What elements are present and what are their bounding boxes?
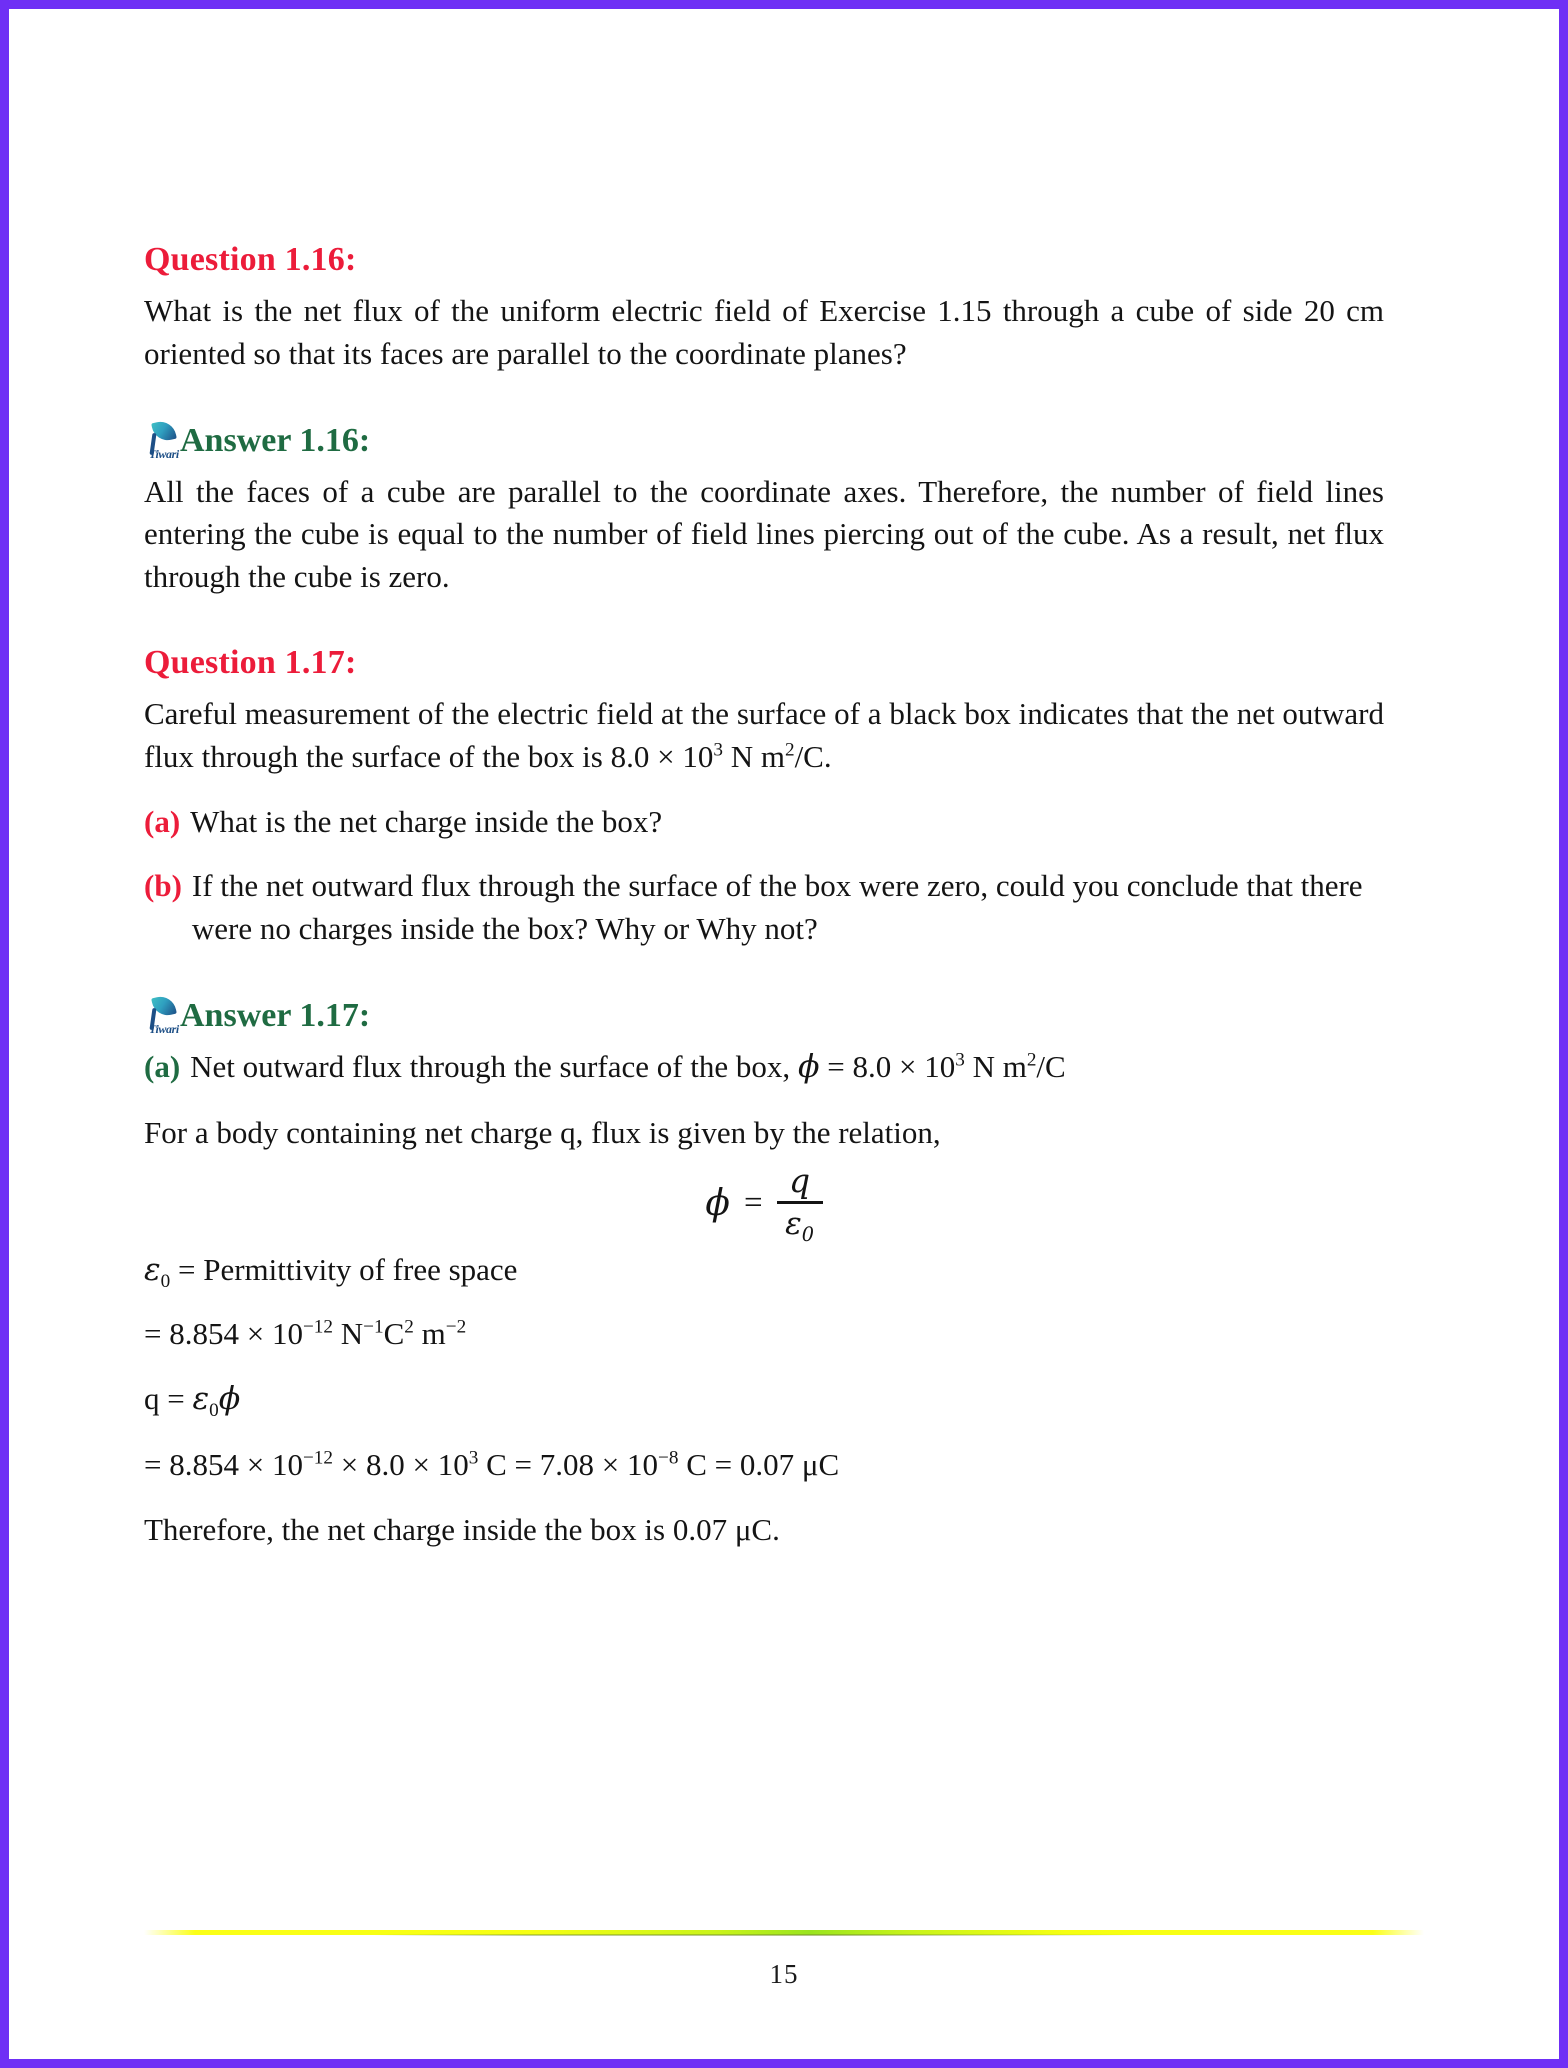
conclusion-text: Therefore, the net charge inside the box is 0.07 μC. — [144, 1511, 780, 1547]
document-content — [144, 240, 1384, 1551]
formula-fraction — [777, 1161, 823, 1247]
page-sheet — [18, 18, 1550, 2050]
answer-flux-units-tail: /C — [1036, 1048, 1066, 1084]
answer-flux-value: = 8.0 × 10 — [819, 1048, 956, 1084]
spacer — [144, 1487, 1384, 1509]
charge-relation-lead: q = — [144, 1381, 193, 1417]
formula-equals-sign: = — [743, 1184, 763, 1221]
answer-1-17-item-a — [144, 1046, 1384, 1090]
epsilon-subscript: 0 — [160, 1270, 171, 1292]
spacer — [144, 1291, 1384, 1313]
formula-denominator — [777, 1204, 822, 1247]
answer-1-17-heading-text: Answer 1.17: — [180, 996, 371, 1034]
brand-leaf-logo-icon — [144, 420, 178, 460]
spacer — [144, 1356, 1384, 1378]
question-1-17-units-n: N m — [730, 738, 785, 774]
epsilon-value-lead: = 8.854 × 10 — [144, 1316, 303, 1352]
answer-flux-units-n: N m — [964, 1048, 1027, 1084]
answer-item-text-a — [190, 1046, 1384, 1090]
spacer — [144, 779, 1384, 801]
question-1-17-item-b — [144, 865, 1384, 951]
brand-wordmark: Tiwari — [149, 1021, 179, 1036]
brand-wordmark: Tiwari — [149, 446, 179, 461]
epsilon-value-exponent: −12 — [302, 1317, 334, 1338]
epsilon-definition-line — [144, 1249, 1384, 1292]
answer-flux-label: Net outward flux through the surface of the box, — [190, 1048, 798, 1084]
spacer — [144, 1422, 1384, 1444]
charge-calculation-line — [144, 1444, 1384, 1487]
footer-divider — [144, 1927, 1424, 1937]
item-text-b: If the net outward flux through the surface of the box were zero, could you conclude that there were no charges inside the box? Why or Why not? — [191, 868, 1363, 947]
charge-calc-exponent-3: −8 — [658, 1447, 679, 1469]
flux-formula — [144, 1161, 1384, 1247]
brand-leaf-logo-icon — [144, 995, 178, 1035]
question-1-17-item-a — [144, 801, 1384, 844]
answer-1-16-heading — [144, 420, 1384, 461]
question-1-17-exponent-2: 2 — [784, 739, 795, 761]
epsilon-value-line — [144, 1313, 1384, 1356]
answer-1-16-heading-text: Answer 1.16: — [180, 421, 371, 459]
answer-1-17-heading — [144, 995, 1384, 1036]
epsilon-value-newton-exponent: −1 — [363, 1317, 384, 1338]
item-marker-a: (a) — [144, 803, 181, 839]
epsilon-subscript: 0 — [209, 1400, 219, 1422]
epsilon-value-newton: N — [333, 1316, 364, 1352]
question-1-17-exponent-1: 3 — [713, 739, 723, 761]
answer-flux-units-exponent: 2 — [1026, 1049, 1037, 1071]
epsilon-symbol: ε — [144, 1251, 161, 1288]
charge-calc-lead: = 8.854 × 10 — [144, 1446, 303, 1482]
item-text-a: What is the net charge inside the box? — [190, 803, 663, 839]
epsilon-symbol: ε — [192, 1381, 210, 1418]
charge-relation-line — [144, 1378, 1384, 1422]
charge-calc-exponent-2: 3 — [468, 1447, 479, 1469]
epsilon-value-coulomb: C — [383, 1316, 405, 1352]
epsilon-subscript: 0 — [801, 1223, 814, 1247]
question-1-16-body: What is the net flux of the uniform electric field of Exercise 1.15 through a cube of side 20 cm oriented so that its faces are parallel to the coordinate planes? — [144, 293, 1384, 371]
epsilon-definition-text: = Permittivity of free space — [170, 1251, 518, 1287]
question-1-17-body — [144, 693, 1384, 779]
item-marker-b: (b) — [144, 868, 182, 904]
phi-symbol: ϕ — [218, 1381, 241, 1418]
spacer — [144, 951, 1384, 995]
charge-calc-mid: × 8.0 × 10 — [333, 1446, 469, 1482]
page-footer — [144, 1927, 1424, 1990]
formula-numerator: q — [789, 1161, 811, 1201]
epsilon-symbol: ε — [785, 1205, 802, 1242]
phi-symbol: ϕ — [797, 1048, 820, 1085]
spacer — [144, 843, 1384, 865]
question-1-16-heading: Question 1.16: — [144, 241, 357, 278]
epsilon-value-metre-exponent: −2 — [445, 1317, 467, 1338]
footer-divider-shadow — [374, 1934, 1142, 1936]
page-number: 15 — [769, 1959, 799, 1989]
spacer — [144, 599, 1384, 643]
relation-intro-text: For a body containing net charge q, flux is given by the relation, — [144, 1114, 941, 1150]
charge-calc-coulomb-2: C = 0.07 μC — [678, 1446, 840, 1482]
spacer — [144, 1090, 1384, 1112]
answer-1-16-body: All the faces of a cube are parallel to the coordinate axes. Therefore, the number of field lines entering the cube is equal to the number of field lines piercing out of the cube. As a result, net flux through the cube is zero. — [144, 473, 1384, 595]
spacer — [144, 376, 1384, 420]
answer-item-marker-a: (a) — [144, 1048, 181, 1084]
epsilon-value-metre: m — [413, 1316, 446, 1352]
charge-calc-coulomb-1: C = 7.08 × 10 — [478, 1446, 658, 1482]
question-1-17-units-tail: /C. — [794, 738, 832, 774]
question-1-17-heading: Question 1.17: — [144, 643, 357, 681]
formula-lhs-phi: ϕ — [705, 1182, 730, 1224]
epsilon-value-coulomb-exponent: 2 — [404, 1317, 414, 1338]
question-1-17-body-part1: Careful measurement of the electric field at the surface of a black box indicates that the net outward flux through the surface of the box is 8.0 × 10 — [144, 696, 1384, 774]
charge-calc-exponent-1: −12 — [302, 1447, 334, 1469]
answer-flux-exponent: 3 — [955, 1049, 965, 1071]
